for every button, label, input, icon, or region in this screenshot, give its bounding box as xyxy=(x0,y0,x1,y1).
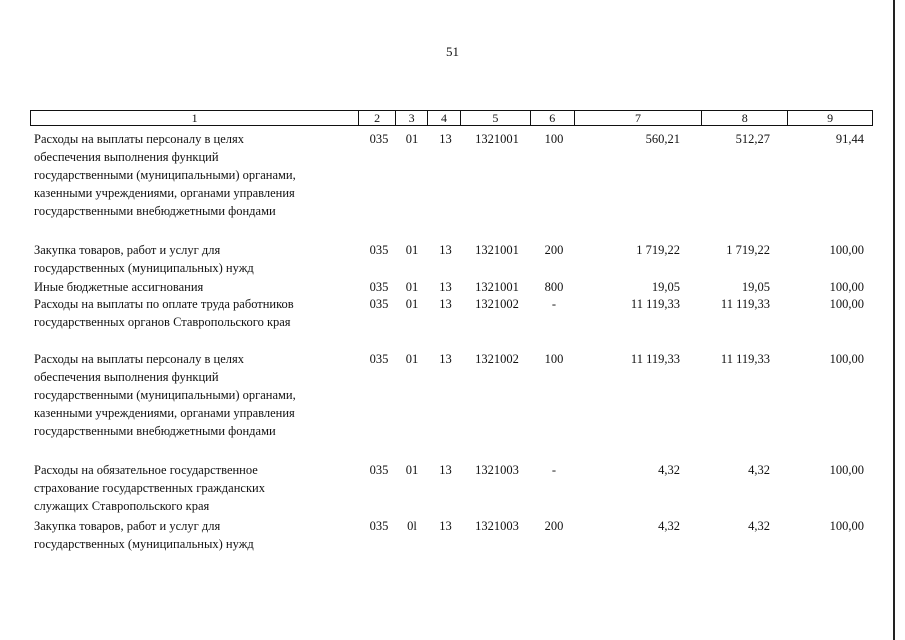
cell-col-7: 4,32 xyxy=(658,463,680,477)
row-description: Закупка товаров, работ и услуг для государственных (муниципальных) нужд xyxy=(34,243,254,275)
cell-col-5: 1321001 xyxy=(475,243,519,257)
cell-col-4: 13 xyxy=(439,280,452,294)
cell-col-8: 11 119,33 xyxy=(720,352,770,366)
cell-col-5: 1321002 xyxy=(475,297,519,311)
cell-col-5: 1321002 xyxy=(475,352,519,366)
row-description: Расходы на выплаты персоналу в целях обеспечения выполнения функций государственными (муниципальными) органами, казенными учреждениями, органами управления государственными внебюджетными фондами xyxy=(34,352,296,438)
cell-col-2: 035 xyxy=(369,280,389,294)
cell-col-9: 100,00 xyxy=(829,243,864,257)
scan-edge-line xyxy=(893,0,895,640)
cell-col-8: 4,32 xyxy=(748,519,770,533)
cell-col-4: 13 xyxy=(439,352,452,366)
cell-col-9: 91,44 xyxy=(835,132,864,146)
cell-col-8: 4,32 xyxy=(748,463,770,477)
cell-col-2: 035 xyxy=(369,132,389,146)
header-col-8: 8 xyxy=(702,111,788,125)
cell-col-6: 200 xyxy=(544,519,564,533)
row-description: Иные бюджетные ассигнования xyxy=(34,280,204,294)
cell-col-8: 512,27 xyxy=(735,132,770,146)
cell-col-8: 1 719,22 xyxy=(726,243,770,257)
header-col-1: 1 xyxy=(31,111,359,125)
cell-col-2: 035 xyxy=(369,463,389,477)
cell-col-4: 13 xyxy=(439,519,452,533)
header-col-6: 6 xyxy=(531,111,575,125)
header-col-3: 3 xyxy=(396,111,428,125)
cell-col-6: 200 xyxy=(544,243,564,257)
cell-col-7: 1 719,22 xyxy=(636,243,680,257)
cell-col-7: 11 119,33 xyxy=(630,352,680,366)
page-number: 51 xyxy=(446,44,459,59)
header-col-4: 4 xyxy=(428,111,461,125)
cell-col-2: 035 xyxy=(369,519,389,533)
cell-col-3: 01 xyxy=(405,463,419,477)
cell-col-6: - xyxy=(551,297,557,311)
cell-col-5: 1321001 xyxy=(475,280,519,294)
row-description: Расходы на выплаты по оплате труда работников государственных органов Ставропольского края xyxy=(34,297,294,329)
cell-col-8: 11 119,33 xyxy=(720,297,770,311)
cell-col-9: 100,00 xyxy=(829,352,864,366)
row-description: Расходы на выплаты персоналу в целях обеспечения выполнения функций государственными (муниципальными) органами, казенными учреждениями, органами управления государственными внебюджетными фондами xyxy=(34,132,296,218)
cell-col-4: 13 xyxy=(439,243,452,257)
header-col-7: 7 xyxy=(575,111,703,125)
cell-col-6: 100 xyxy=(544,352,564,366)
cell-col-5: 1321003 xyxy=(475,463,519,477)
cell-col-6: 100 xyxy=(544,132,564,146)
cell-col-9: 100,00 xyxy=(829,463,864,477)
row-description: Закупка товаров, работ и услуг для государственных (муниципальных) нужд xyxy=(34,519,254,551)
cell-col-7: 19,05 xyxy=(651,280,680,294)
cell-col-5: 1321001 xyxy=(475,132,519,146)
cell-col-4: 13 xyxy=(439,297,452,311)
cell-col-3: 0l xyxy=(407,519,417,533)
cell-col-6: 800 xyxy=(544,280,564,294)
header-col-9: 9 xyxy=(827,111,834,125)
cell-col-9: 100,00 xyxy=(829,519,864,533)
cell-col-5: 1321003 xyxy=(475,519,519,533)
cell-col-3: 01 xyxy=(405,352,419,366)
header-col-5: 5 xyxy=(461,111,531,125)
row-description: Расходы на обязательное государственное страхование государственных гражданских служащих Ставропольского края xyxy=(34,463,265,513)
table-header xyxy=(30,110,873,126)
cell-col-6: - xyxy=(551,463,557,477)
cell-col-3: 01 xyxy=(405,132,419,146)
cell-col-7: 4,32 xyxy=(658,519,680,533)
cell-col-4: 13 xyxy=(439,463,452,477)
cell-col-3: 01 xyxy=(405,243,419,257)
cell-col-8: 19,05 xyxy=(741,280,770,294)
cell-col-3: 01 xyxy=(405,297,419,311)
cell-col-2: 035 xyxy=(369,352,389,366)
header-col-2: 2 xyxy=(359,111,396,125)
cell-col-2: 035 xyxy=(369,297,389,311)
cell-col-7: 560,21 xyxy=(645,132,680,146)
cell-col-3: 01 xyxy=(405,280,419,294)
cell-col-7: 11 119,33 xyxy=(630,297,680,311)
cell-col-2: 035 xyxy=(369,243,389,257)
cell-col-9: 100,00 xyxy=(829,297,864,311)
cell-col-9: 100,00 xyxy=(829,280,864,294)
cell-col-4: 13 xyxy=(439,132,452,146)
